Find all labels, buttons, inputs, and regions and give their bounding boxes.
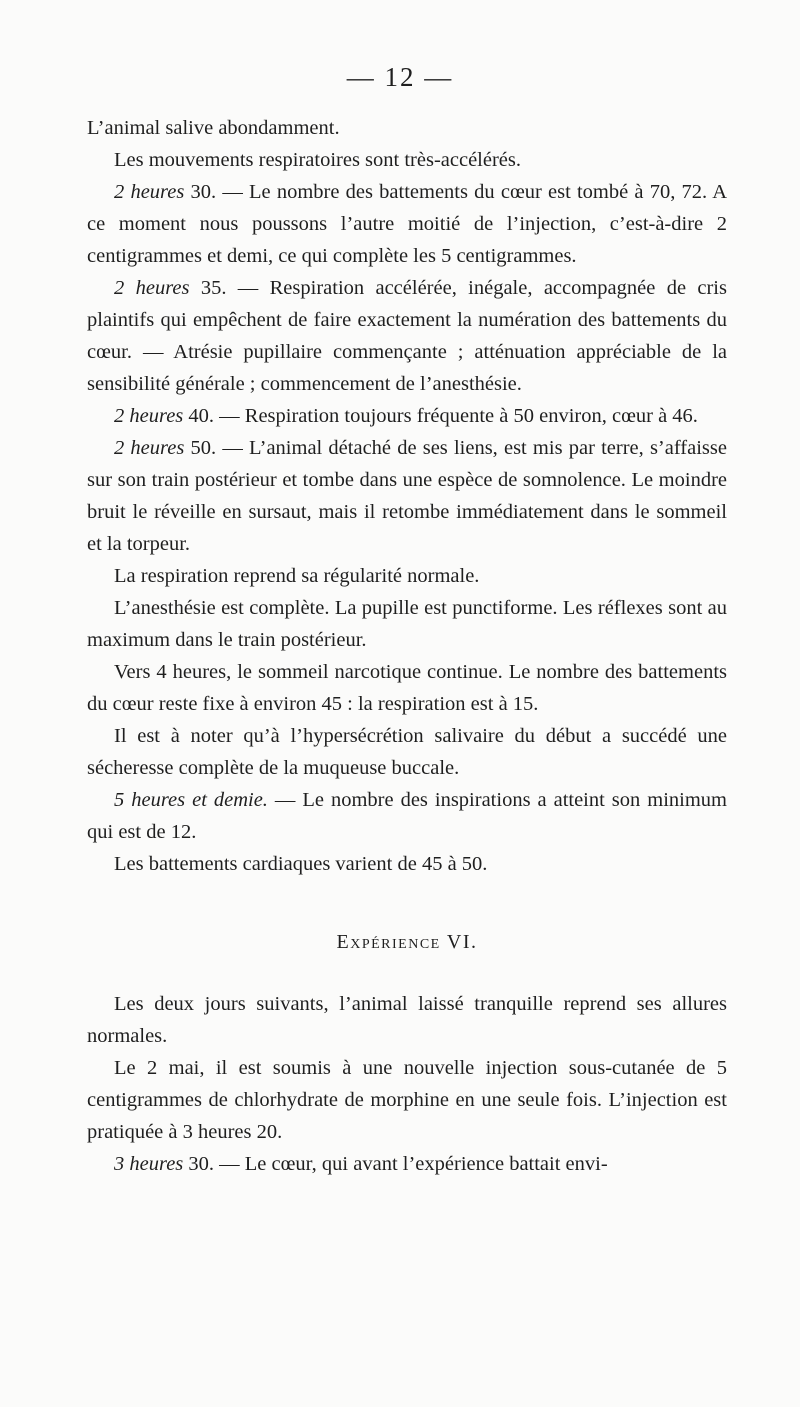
paragraph [87,784,727,848]
paragraph [87,176,727,272]
time-label: 3 heures [114,1153,184,1175]
paragraph [87,988,727,1052]
paragraph [87,112,727,144]
time-label: 2 heures [114,405,184,427]
paragraph-text: L’animal salive abondamment. [87,117,340,139]
paragraph-text: Vers 4 heures, le sommeil narcotique continue. Le nombre des battements du cœur reste fixe à environ 45 : la respiration est à 15. [87,661,727,715]
paragraph-text: Il est à noter qu’à l’hypersécrétion salivaire du début a succédé une sécheresse complète de la muqueuse buccale. [87,725,727,779]
paragraph-text: Les deux jours suivants, l’animal laissé tranquille reprend ses allures normales. [87,993,727,1047]
paragraph [87,1052,727,1148]
paragraph [87,432,727,560]
paragraph [87,272,727,400]
paragraph-text: 50. — L’animal détaché de ses liens, est mis par terre, s’affaisse sur son train postérieur et tombe dans une espèce de somnolence. Le moindre bruit le réveille en sursaut, mais il retombe immédiatement dans le sommeil et la torpeur. [87,437,727,555]
paragraph-text: Le 2 mai, il est soumis à une nouvelle injection sous-cutanée de 5 centigrammes de chlorhydrate de morphine en une seule fois. L’injection est pratiquée à 3 heures 20. [87,1057,727,1143]
paragraph [87,1148,727,1180]
paragraph-text: L’anesthésie est complète. La pupille est punctiforme. Les réflexes sont au maximum dans le train postérieur. [87,597,727,651]
paragraph [87,400,727,432]
time-label: 2 heures [114,277,190,299]
paragraph-text: La respiration reprend sa régularité normale. [114,565,480,587]
time-label: 2 heures [114,181,185,203]
paragraph-text: Les mouvements respiratoires sont très-accélérés. [114,149,521,171]
paragraph [87,144,727,176]
page-body [87,112,727,1180]
paragraph [87,656,727,720]
paragraph [87,720,727,784]
paragraph-text: Les battements cardiaques varient de 45 à 50. [114,853,488,875]
paragraph-text: 35. — Respiration accélérée, inégale, accompagnée de cris plaintifs qui empêchent de faire exactement la numération des battements du cœur. — Atrésie pupillaire commençante ; atténuation appréciable de la sensibilité générale ; commencement de l’anesthésie. [87,277,727,395]
paragraph-text: 30. — Le cœur, qui avant l’expérience battait envi- [183,1153,608,1175]
paragraph-text: 40. — Respiration toujours fréquente à 50 environ, cœur à 46. [183,405,698,427]
page-number: — 12 — [346,62,454,92]
time-label: 5 heures et demie. [114,789,268,811]
time-label: 2 heures [114,437,185,459]
paragraph [87,848,727,880]
paragraph [87,560,727,592]
paragraph [87,592,727,656]
section-heading: Expérience VI. [336,931,478,953]
paragraph-text: — Le nombre des inspirations a atteint son minimum qui est de 12. [87,789,727,843]
paragraph-text: 30. — Le nombre des battements du cœur est tombé à 70, 72. A ce moment nous poussons l’autre moitié de l’injection, c’est-à-dire 2 centigrammes et demi, ce qui complète les 5 centigrammes. [87,181,727,267]
